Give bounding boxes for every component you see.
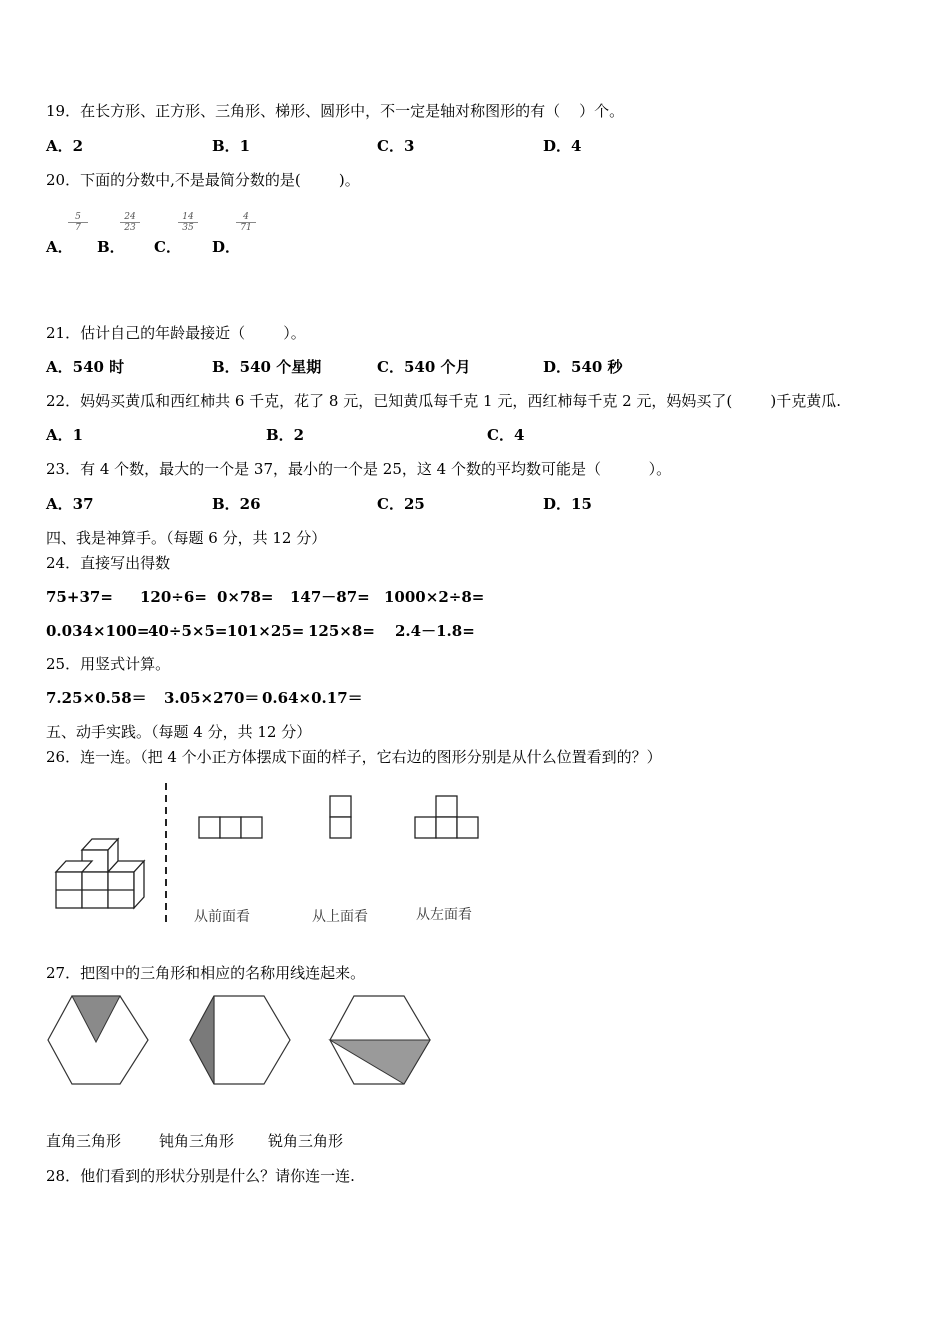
hexagon-3 [330, 996, 430, 1084]
q20-fraction-d [236, 212, 256, 233]
q20-fraction-b-den: 23 [124, 223, 136, 233]
q20-fraction-c [178, 212, 198, 233]
q20-fraction-d-den: 71 [240, 223, 252, 233]
q21-option-c[interactable]: C．540 个月 [377, 358, 471, 376]
q25-stem: 25．用竖式计算。 [46, 655, 171, 673]
q21-option-a[interactable]: A．540 时 [46, 358, 125, 376]
q20-option-a[interactable]: A． [46, 238, 73, 256]
q24-row1-item: 147－87= [290, 588, 370, 606]
hexagon-1 [48, 996, 148, 1084]
q19-option-a[interactable]: A．2 [46, 137, 84, 155]
q21-option-d[interactable]: D．540 秒 [543, 358, 623, 376]
q20-fraction-c-den: 35 [182, 223, 194, 233]
q22-stem: 22．妈妈买黄瓜和西红柿共 6 千克，花了 8 元，已知黄瓜每千克 1 元，西红柿每千克 2 元，妈妈买了( )千克黄瓜. [46, 392, 842, 410]
q25-item: 7.25×0.58＝ [46, 689, 147, 707]
q19-option-d[interactable]: D．4 [543, 137, 582, 155]
triangle-2-shaded [190, 996, 214, 1084]
q23-option-c[interactable]: C．25 [377, 495, 425, 513]
q27-name-obtuse: 钝角三角形 [159, 1132, 235, 1150]
q24-row2-item: 125×8= [308, 622, 375, 640]
front-view-shape [199, 817, 262, 838]
q20-fraction-a-num: 5 [68, 212, 88, 223]
q19-option-c[interactable]: C．3 [377, 137, 415, 155]
top-view-shape [330, 796, 351, 838]
q24-row2-item: 40÷5×5= [148, 622, 228, 640]
left-view-shape [415, 796, 478, 838]
q23-option-b[interactable]: B．26 [212, 495, 261, 513]
q24-row1-item: 0×78= [217, 588, 274, 606]
q20-fraction-b [120, 212, 140, 233]
section-4-heading: 四、我是神算手。（每题 6 分，共 12 分） [46, 529, 327, 547]
q23-stem: 23．有 4 个数，最大的一个是 37，最小的一个是 25，这 4 个数的平均数可能是（ ）。 [46, 460, 672, 478]
q22-option-b[interactable]: B．2 [266, 426, 305, 444]
q24-row1-item: 120÷6= [140, 588, 207, 606]
q22-option-a[interactable]: A．1 [46, 426, 84, 444]
q19-stem: 19．在长方形、正方形、三角形、梯形、圆形中，不一定是轴对称图形的有（ ）个。 [46, 102, 625, 120]
q24-row2-item: 0.034×100= [46, 622, 150, 640]
q19-option-b[interactable]: B．1 [212, 137, 251, 155]
hexagon-2 [190, 996, 290, 1084]
q27-name-right: 直角三角形 [46, 1132, 122, 1150]
q24-row2-item: 101×25= [227, 622, 305, 640]
q24-row1-item: 1000×2÷8= [384, 588, 485, 606]
q25-item: 3.05×270＝ [164, 689, 260, 707]
caption-front-view: 从前面看 [194, 909, 250, 925]
q20-fraction-b-num: 24 [120, 212, 140, 223]
q25-item: 0.64×0.17＝ [262, 689, 363, 707]
q24-row2-item: 2.4－1.8= [395, 622, 475, 640]
q20-option-b[interactable]: B． [97, 238, 125, 256]
caption-left-view: 从左面看 [416, 907, 472, 923]
q21-stem: 21．估计自己的年龄最接近（ ）。 [46, 324, 306, 342]
q24-row1-item: 75+37= [46, 588, 113, 606]
q20-fraction-c-num: 14 [178, 212, 198, 223]
q20-option-c[interactable]: C． [154, 238, 181, 256]
q20-fraction-d-num: 4 [236, 212, 256, 223]
q24-stem: 24．直接写出得数 [46, 554, 171, 572]
q22-option-c[interactable]: C．4 [487, 426, 525, 444]
q26-stem: 26．连一连。（把 4 个小正方体摆成下面的样子，它右边的图形分别是从什么位置看到的？） [46, 748, 662, 766]
q20-fraction-a-den: 7 [75, 223, 81, 233]
q23-option-d[interactable]: D．15 [543, 495, 592, 513]
q27-name-acute: 锐角三角形 [268, 1132, 344, 1150]
q20-fraction-a [68, 212, 88, 233]
q27-stem: 27．把图中的三角形和相应的名称用线连起来。 [46, 964, 366, 982]
q23-option-a[interactable]: A．37 [46, 495, 94, 513]
q28-stem: 28．他们看到的形状分别是什么？请你连一连. [46, 1167, 355, 1185]
q27-hexagons [44, 992, 444, 1088]
cube-stack-drawing [56, 839, 144, 908]
q21-option-b[interactable]: B．540 个星期 [212, 358, 322, 376]
q20-stem: 20．下面的分数中,不是最简分数的是( )。 [46, 171, 360, 189]
caption-top-view: 从上面看 [312, 909, 368, 925]
q20-option-d[interactable]: D． [212, 238, 241, 256]
section-5-heading: 五、动手实践。（每题 4 分，共 12 分） [46, 723, 312, 741]
